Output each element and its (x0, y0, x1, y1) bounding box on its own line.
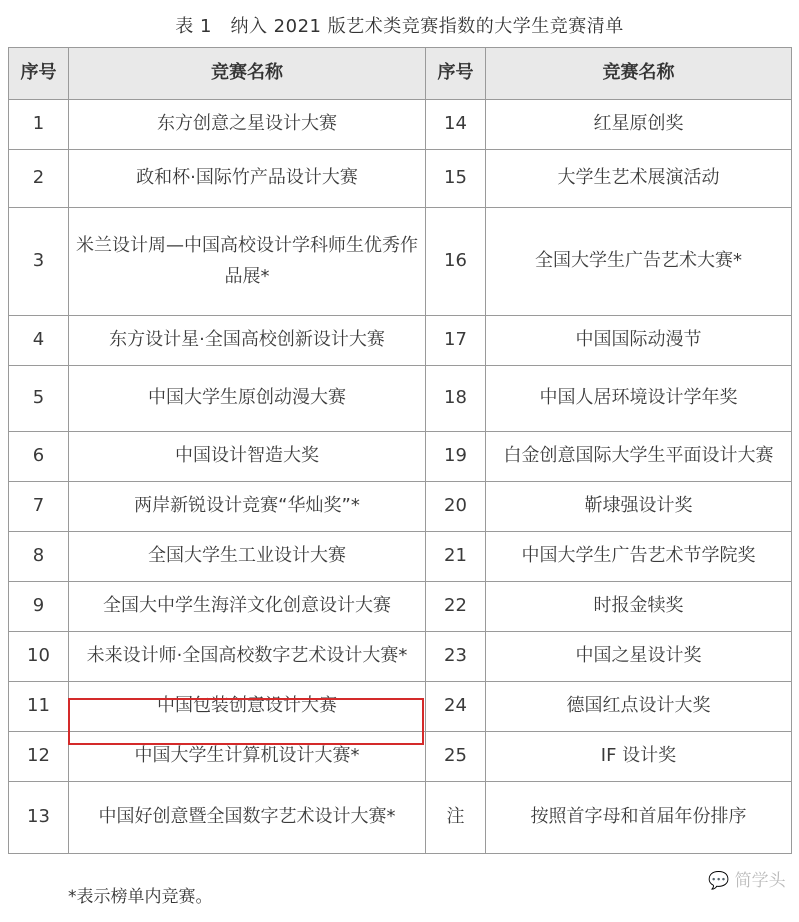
cell-left-name: 未来设计师·全国高校数字艺术设计大赛* (69, 632, 426, 682)
cell-right-no: 22 (426, 582, 486, 632)
cell-left-name: 两岸新锐设计竞赛“华灿奖”* (69, 482, 426, 532)
cell-right-no: 19 (426, 432, 486, 482)
cell-right-name: 靳埭强设计奖 (486, 482, 792, 532)
cell-left-name: 政和杯·国际竹产品设计大赛 (69, 150, 426, 208)
table-row (9, 366, 792, 432)
cell-left-name: 东方创意之星设计大赛 (69, 100, 426, 150)
table-row (9, 100, 792, 150)
cell-right-no: 21 (426, 532, 486, 582)
cell-right-name: 全国大学生广告艺术大赛* (486, 208, 792, 316)
cell-left-no: 7 (9, 482, 69, 532)
table-title: 表 1 纳入 2021 版艺术类竞赛指数的大学生竞赛清单 (175, 16, 624, 37)
cell-left-name: 中国设计智造大奖 (69, 432, 426, 482)
cell-left-no: 2 (9, 150, 69, 208)
cell-right-no: 注 (426, 782, 486, 854)
table-row (9, 532, 792, 582)
table-row (9, 432, 792, 482)
cell-right-name: 白金创意国际大学生平面设计大赛 (486, 432, 792, 482)
table-row (9, 582, 792, 632)
cell-right-name: 中国大学生广告艺术节学院奖 (486, 532, 792, 582)
watermark-text: 简学头 (734, 871, 786, 891)
table-row (9, 208, 792, 316)
cell-left-no: 6 (9, 432, 69, 482)
cell-left-name: 米兰设计周—中国高校设计学科师生优秀作品展* (69, 208, 426, 316)
cell-right-no: 23 (426, 632, 486, 682)
table-row (9, 316, 792, 366)
cell-right-name: 时报金犊奖 (486, 582, 792, 632)
cell-right-name: 德国红点设计大奖 (486, 682, 792, 732)
cell-right-name: 中国国际动漫节 (486, 316, 792, 366)
cell-right-no: 25 (426, 732, 486, 782)
table-row (9, 632, 792, 682)
cell-right-name: 按照首字母和首届年份排序 (486, 782, 792, 854)
competition-table (8, 47, 792, 854)
cell-right-name: 红星原创奖 (486, 100, 792, 150)
cell-right-name: 中国人居环境设计学年奖 (486, 366, 792, 432)
header-row (9, 48, 792, 100)
cell-right-no: 16 (426, 208, 486, 316)
cell-left-no: 8 (9, 532, 69, 582)
cell-left-no: 3 (9, 208, 69, 316)
table-row (9, 150, 792, 208)
header-name-right: 竞赛名称 (486, 48, 792, 100)
cell-right-name: 中国之星设计奖 (486, 632, 792, 682)
footnote: *表示榜单内竞赛。 (68, 887, 213, 907)
cell-left-no: 9 (9, 582, 69, 632)
cell-left-name: 中国包装创意设计大赛 (69, 682, 426, 732)
cell-left-no: 12 (9, 732, 69, 782)
cell-left-no: 10 (9, 632, 69, 682)
header-no-left: 序号 (9, 48, 69, 100)
cell-left-no: 11 (9, 682, 69, 732)
cell-right-no: 20 (426, 482, 486, 532)
cell-right-name: IF 设计奖 (486, 732, 792, 782)
table-row (9, 782, 792, 854)
wechat-icon: 💬 (708, 871, 730, 891)
cell-right-name: 大学生艺术展演活动 (486, 150, 792, 208)
cell-left-no: 4 (9, 316, 69, 366)
cell-left-no: 13 (9, 782, 69, 854)
cell-left-no: 5 (9, 366, 69, 432)
cell-right-no: 14 (426, 100, 486, 150)
cell-left-no: 1 (9, 100, 69, 150)
cell-right-no: 24 (426, 682, 486, 732)
cell-left-name: 中国好创意暨全国数字艺术设计大赛* (69, 782, 426, 854)
cell-left-name: 全国大中学生海洋文化创意设计大赛 (69, 582, 426, 632)
cell-right-no: 15 (426, 150, 486, 208)
header-name-left: 竞赛名称 (69, 48, 426, 100)
header-no-right: 序号 (426, 48, 486, 100)
cell-left-name: 中国大学生计算机设计大赛* (69, 732, 426, 782)
cell-left-name: 全国大学生工业设计大赛 (69, 532, 426, 582)
cell-right-no: 17 (426, 316, 486, 366)
cell-left-name: 东方设计星·全国高校创新设计大赛 (69, 316, 426, 366)
cell-right-no: 18 (426, 366, 486, 432)
cell-left-name: 中国大学生原创动漫大赛 (69, 366, 426, 432)
watermark (708, 866, 786, 891)
table-row (9, 682, 792, 732)
table-row (9, 482, 792, 532)
table-row (9, 732, 792, 782)
